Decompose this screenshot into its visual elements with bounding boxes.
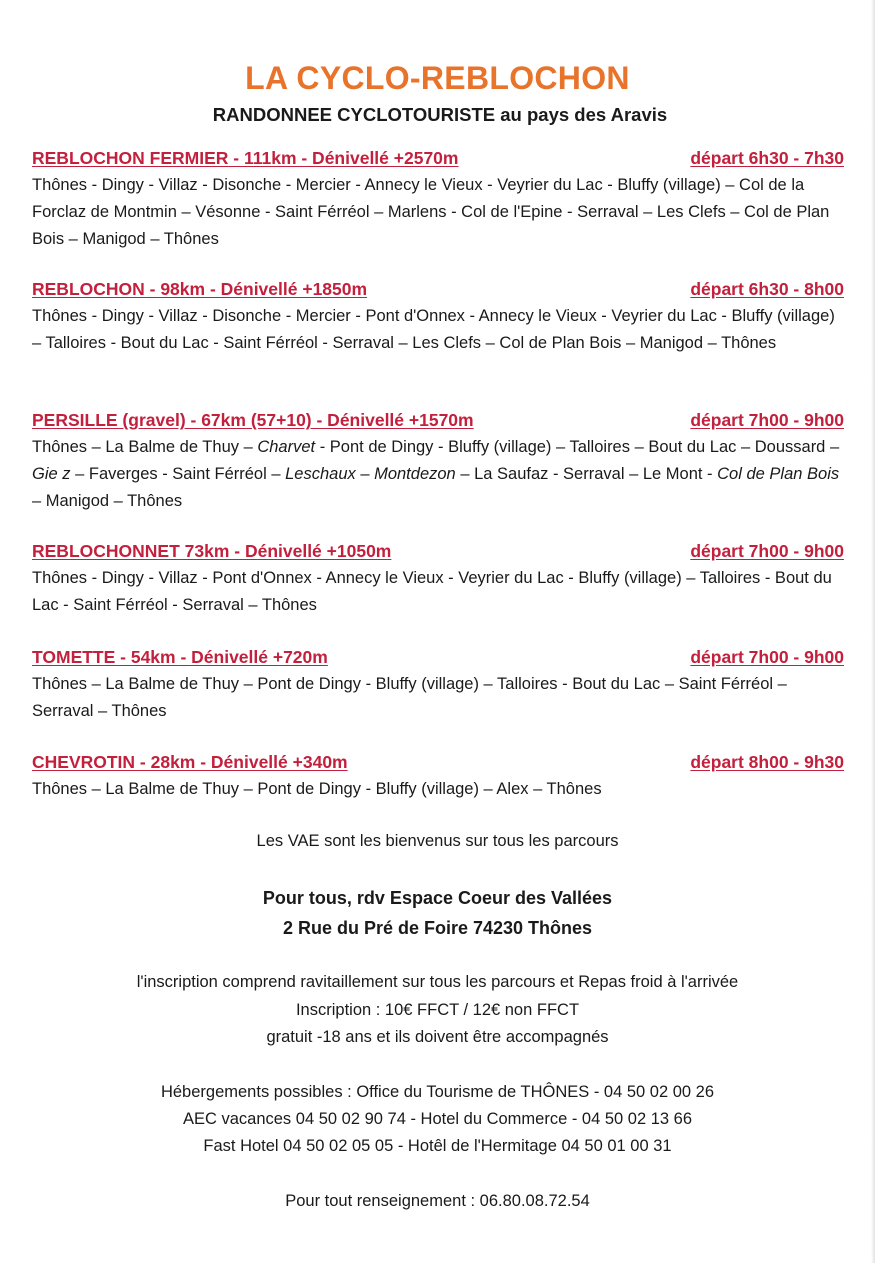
route-name: REBLOCHON FERMIER - 111km - Dénivellé +2570m xyxy=(32,148,459,168)
route-depart-time: départ 7h00 - 9h00 xyxy=(690,647,844,667)
route-depart-time: départ 6h30 - 8h00 xyxy=(690,279,844,299)
path-segment-italic: Leschaux – Montdezon xyxy=(285,465,456,483)
route-header xyxy=(32,752,844,775)
meeting-place: Pour tous, rdv Espace Coeur des Vallées xyxy=(262,888,613,908)
route-tomette xyxy=(32,647,844,725)
route-reblochonnet xyxy=(32,541,844,619)
path-segment-italic: Col de Plan Bois xyxy=(717,465,840,483)
lodging-hotels-2: Fast Hotel 04 50 02 05 05 - Hotêl de l'Hermitage 04 50 01 00 31 xyxy=(203,1137,672,1155)
registration-info: l'inscription comprend ravitaillement sur tous les parcours et Repas froid à l'arrivée xyxy=(136,973,739,991)
vae-note: Les VAE sont les bienvenus sur tous les parcours xyxy=(256,832,619,850)
route-reblochon-fermier xyxy=(32,148,844,253)
lodging-tourism-office: Hébergements possibles : Office du Tourisme de THÔNES - 04 50 02 00 26 xyxy=(160,1083,715,1101)
page-edge xyxy=(871,0,875,1263)
route-path: Thônes - Dingy - Villaz - Disonche - Mercier - Annecy le Vieux - Veyrier du Lac - Bluffy (village) – Col de la Forclaz de Montmin – Vésonne - Saint Férréol – Marlens - Col de l'Epine - Serraval – Les Clefs – Col de Plan Bois – Manigod – Thônes xyxy=(32,176,830,248)
route-depart-time: départ 7h00 - 9h00 xyxy=(690,541,844,561)
contact-phone: Pour tout renseignement : 06.80.08.72.54 xyxy=(285,1192,590,1210)
route-depart-time: départ 7h00 - 9h00 xyxy=(690,410,844,430)
registration-price: Inscription : 10€ FFCT / 12€ non FFCT xyxy=(295,1001,580,1019)
route-chevrotin xyxy=(32,752,844,803)
path-segment: Thônes – La Balme de Thuy – xyxy=(32,438,258,456)
registration-minors: gratuit -18 ans et ils doivent être accompagnés xyxy=(266,1028,609,1046)
route-name: PERSILLE (gravel) - 67km (57+10) - Dénivellé +1570m xyxy=(32,410,474,430)
path-segment: – Manigod – Thônes xyxy=(32,492,183,510)
lodging-hotels-1: AEC vacances 04 50 02 90 74 - Hotel du Commerce - 04 50 02 13 66 xyxy=(182,1110,693,1128)
route-path: Thônes – La Balme de Thuy – Pont de Dingy - Bluffy (village) – Talloires - Bout du Lac – Saint Férréol – Serraval – Thônes xyxy=(32,675,787,720)
route-header xyxy=(32,647,844,670)
path-segment: – La Saufaz - Serraval – Le Mont - xyxy=(455,465,718,483)
page-subtitle: RANDONNEE CYCLOTOURISTE au pays des Aravis xyxy=(212,104,668,125)
route-header xyxy=(32,279,844,302)
route-path: Thônes - Dingy - Villaz - Disonche - Mercier - Pont d'Onnex - Annecy le Vieux - Veyrier du Lac - Bluffy (village) – Talloires - Bout du Lac - Saint Férréol - Serraval – Les Clefs – Col de Plan Bois – Manigod – Thônes xyxy=(32,307,835,352)
page-title: LA CYCLO-REBLOCHON xyxy=(245,60,630,96)
route-reblochon xyxy=(32,279,844,357)
route-path xyxy=(32,434,844,515)
path-segment-italic: Charvet xyxy=(257,438,316,456)
route-path: Thônes – La Balme de Thuy – Pont de Dingy - Bluffy (village) – Alex – Thônes xyxy=(32,780,602,798)
route-header xyxy=(32,541,844,564)
route-depart-time: départ 6h30 - 7h30 xyxy=(690,148,844,168)
route-depart-time: départ 8h00 - 9h30 xyxy=(690,752,844,772)
route-name: REBLOCHON - 98km - Dénivellé +1850m xyxy=(32,279,368,299)
route-header xyxy=(32,410,844,433)
path-segment-italic: Gie z xyxy=(32,465,71,483)
route-path: Thônes - Dingy - Villaz - Pont d'Onnex - Annecy le Vieux - Veyrier du Lac - Bluffy (village) – Talloires - Bout du Lac - Saint Férréol - Serraval – Thônes xyxy=(32,569,832,614)
route-name: TOMETTE - 54km - Dénivellé +720m xyxy=(32,647,328,667)
route-header xyxy=(32,148,844,171)
route-name: CHEVROTIN - 28km - Dénivellé +340m xyxy=(32,752,348,772)
path-segment: – Faverges - Saint Férréol – xyxy=(70,465,286,483)
route-persille xyxy=(32,410,844,515)
route-name: REBLOCHONNET 73km - Dénivellé +1050m xyxy=(32,541,392,561)
meeting-address: 2 Rue du Pré de Foire 74230 Thônes xyxy=(282,918,593,938)
path-segment: - Pont de Dingy - Bluffy (village) – Talloires – Bout du Lac – Doussard – xyxy=(315,438,840,456)
